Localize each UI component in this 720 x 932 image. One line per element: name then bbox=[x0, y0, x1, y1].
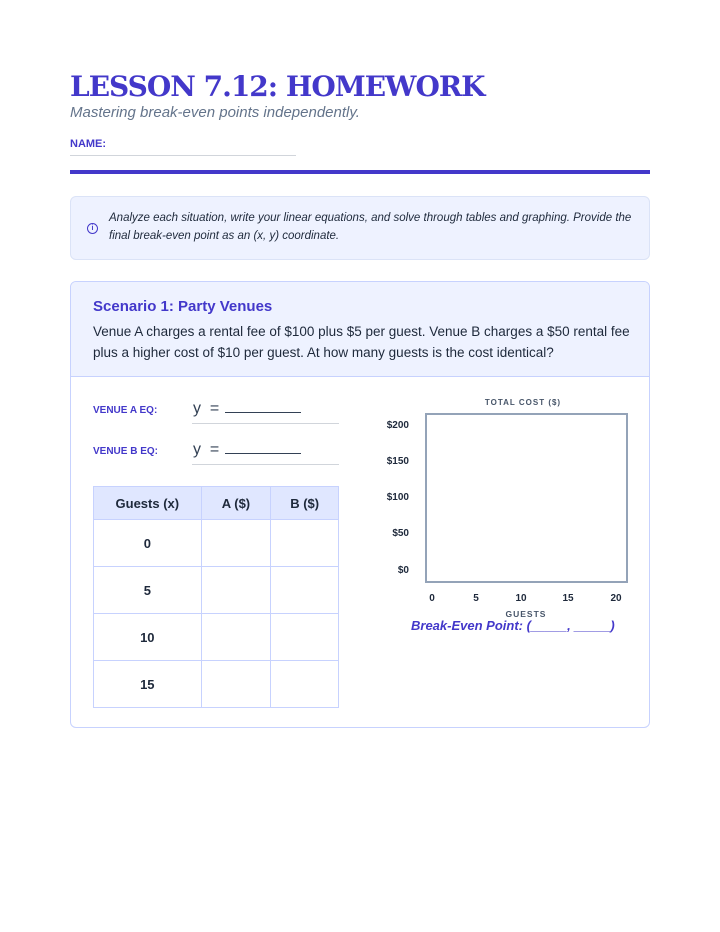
scenario-card bbox=[70, 281, 650, 728]
y-tick-label: $100 bbox=[386, 492, 409, 503]
scenario-text: Venue A charges a rental fee of $100 plus $5 per guest. Venue B charges a $50 rental fee plus a higher cost of $10 per guest. At how many guests is the cost identical? bbox=[93, 324, 630, 360]
page-subtitle: Mastering break-even points independently. bbox=[70, 104, 360, 121]
scenario-title: Scenario 1: Party Venues bbox=[93, 298, 273, 315]
name-label: NAME: bbox=[70, 138, 107, 150]
guests-cell: 10 bbox=[94, 614, 202, 661]
header-divider bbox=[70, 170, 650, 174]
cost-a-cell[interactable] bbox=[201, 567, 271, 614]
venue-a-eq-label: VENUE A EQ: bbox=[93, 405, 158, 416]
y-axis-title: TOTAL COST ($) bbox=[484, 398, 562, 407]
table-header: Guests (x) bbox=[94, 487, 202, 520]
cost-a-cell[interactable] bbox=[201, 661, 271, 708]
value-table bbox=[93, 486, 339, 708]
page-title: LESSON 7.12: HOMEWORK bbox=[70, 70, 485, 103]
scenario-header bbox=[71, 282, 649, 377]
venue-b-equation[interactable] bbox=[193, 441, 301, 459]
table-header: A ($) bbox=[201, 487, 271, 520]
venue-a-equation[interactable] bbox=[193, 400, 301, 418]
venue-b-eq-underline bbox=[192, 464, 339, 465]
x-tick-label: 10 bbox=[515, 593, 527, 604]
table-row bbox=[94, 567, 339, 614]
break-even-answer[interactable]: Break-Even Point: (_____, _____) bbox=[411, 618, 615, 633]
venue-a-eq-expr: y = bbox=[193, 400, 220, 417]
y-tick-label: $200 bbox=[386, 420, 409, 431]
cost-b-cell[interactable] bbox=[271, 520, 339, 567]
table-header: B ($) bbox=[271, 487, 339, 520]
venue-a-eq-underline bbox=[192, 423, 339, 424]
y-tick-label: $150 bbox=[386, 456, 409, 467]
x-tick-label: 20 bbox=[610, 593, 622, 604]
venue-a-eq-blank[interactable] bbox=[225, 401, 301, 413]
cost-b-cell[interactable] bbox=[271, 567, 339, 614]
table-row bbox=[94, 520, 339, 567]
guests-cell: 5 bbox=[94, 567, 202, 614]
graph-plot-area[interactable] bbox=[425, 413, 628, 583]
venue-b-eq-label: VENUE B EQ: bbox=[93, 446, 159, 457]
x-axis-title: GUESTS bbox=[505, 609, 547, 619]
x-tick-label: 15 bbox=[562, 593, 574, 604]
cost-a-cell[interactable] bbox=[201, 614, 271, 661]
graph-area bbox=[361, 392, 650, 642]
guests-cell: 15 bbox=[94, 661, 202, 708]
guests-cell: 0 bbox=[94, 520, 202, 567]
table-row bbox=[94, 661, 339, 708]
y-tick-label: $0 bbox=[397, 565, 409, 576]
cost-b-cell[interactable] bbox=[271, 614, 339, 661]
cost-b-cell[interactable] bbox=[271, 661, 339, 708]
info-icon: i bbox=[87, 223, 98, 234]
cost-a-cell[interactable] bbox=[201, 520, 271, 567]
instructions-text: Analyze each situation, write your linear equations, and solve through tables and graphing. Provide the final break-even point as an (x, y) coordinate. bbox=[109, 212, 632, 242]
name-field-line[interactable] bbox=[70, 155, 296, 156]
table-header-row bbox=[94, 487, 339, 520]
x-tick-label: 5 bbox=[473, 593, 479, 604]
x-tick-label: 0 bbox=[429, 593, 435, 604]
venue-b-eq-expr: y = bbox=[193, 441, 220, 458]
instructions-box bbox=[70, 196, 650, 260]
venue-b-eq-blank[interactable] bbox=[225, 442, 301, 454]
y-tick-label: $50 bbox=[392, 528, 409, 539]
table-row bbox=[94, 614, 339, 661]
